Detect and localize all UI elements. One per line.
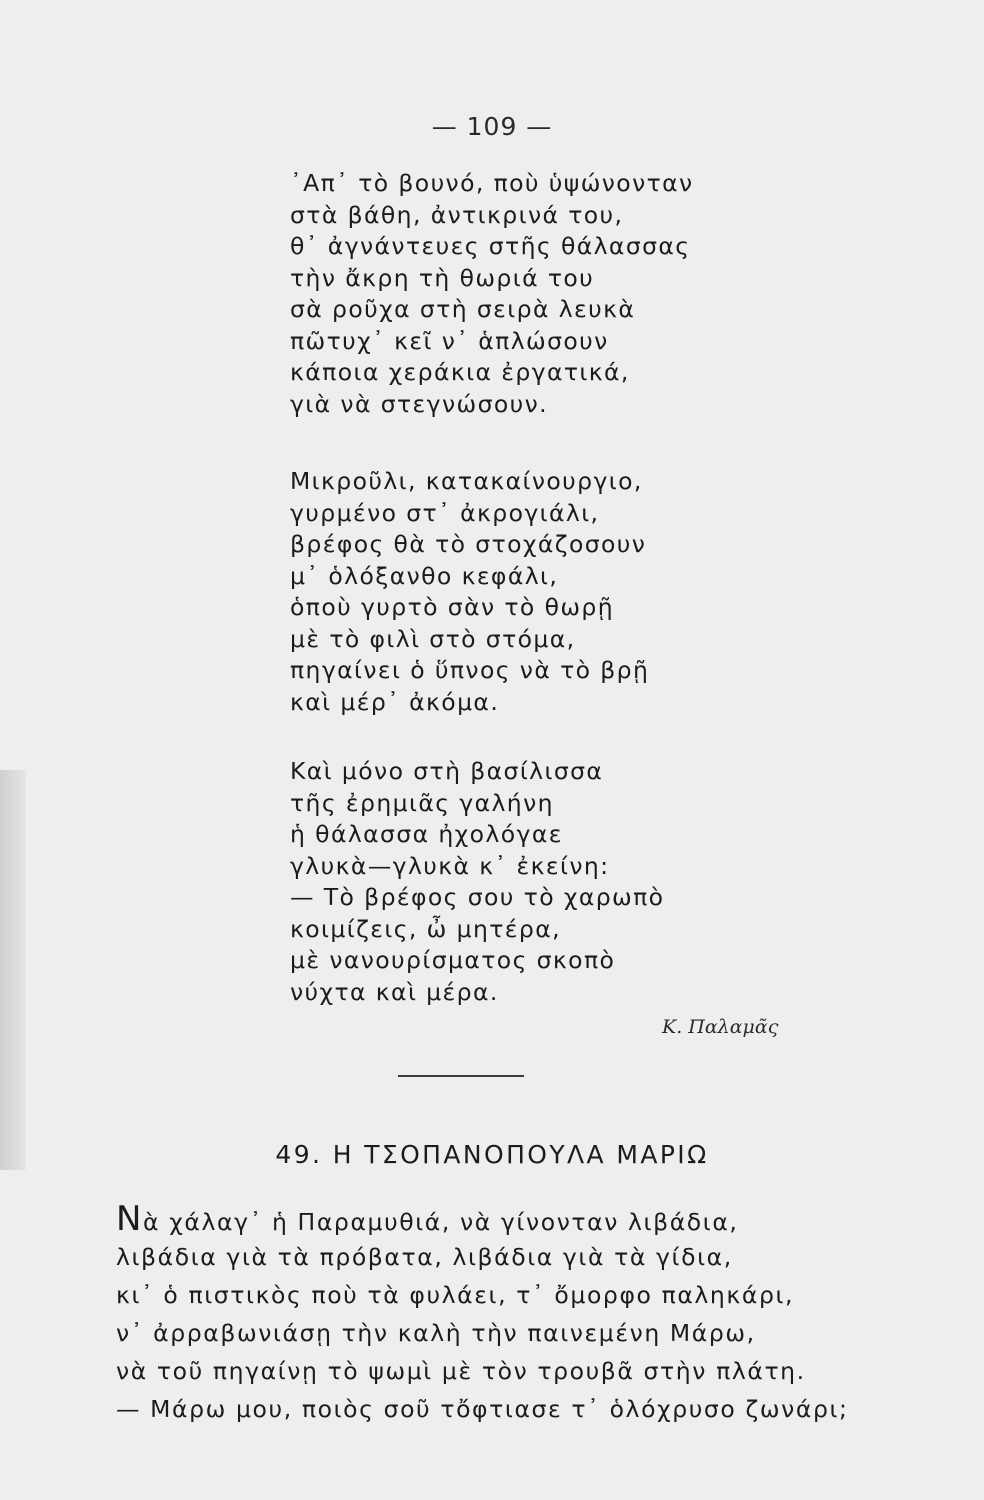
verse-line: νύχτα καὶ μέρα.: [290, 977, 499, 1006]
verse-line: ᾿Απ᾿ τὸ βουνό, ποὺ ὑψώνονταν: [290, 169, 694, 197]
verse-line: στὰ βάθη, ἀντικρινά του,: [290, 200, 624, 229]
verse-line: ὁποὺ γυρτὸ σὰν τὸ θωρῇ: [290, 593, 615, 621]
section-divider: [398, 1075, 524, 1077]
drop-cap: Ν: [116, 1199, 144, 1239]
stanza-2: [290, 466, 649, 718]
verse-line: μὲ νανουρίσματος σκοπὸ: [290, 946, 616, 974]
verse-line: πηγαίνει ὁ ὕπνος νὰ τὸ βρῇ: [290, 656, 650, 684]
verse-line: — Τὸ βρέφος σου τὸ χαρωπὸ: [290, 883, 665, 911]
verse-line: νὰ τοῦ πηγαίνῃ τὸ ψωμὶ μὲ τὸν τρουβᾶ στὴν πλάτη.: [116, 1357, 806, 1385]
poem-49-verses: [116, 1200, 849, 1428]
poem-title: 49. Η ΤΣΟΠΑΝΟΠΟΥΛΑ ΜΑΡΙΩ: [275, 1140, 709, 1169]
verse-line: μ᾿ ὁλόξανθο κεφάλι,: [290, 561, 559, 590]
verse-line: τὴν ἄκρη τὴ θωριά του: [290, 263, 595, 292]
verse-line: γλυκὰ—γλυκὰ κ᾿ ἐκείνη:: [290, 851, 610, 880]
verse-line: ἡ θάλασσα ἠχολόγαε: [290, 820, 563, 848]
verse-line: Μικροῦλι, κατακαίνουργιο,: [290, 467, 643, 495]
page-edge-shadow: [0, 770, 26, 1170]
page-number: — 109 —: [431, 112, 553, 141]
verse-line: γιὰ νὰ στεγνώσουν.: [290, 389, 549, 418]
verse-line: — Μάρω μου, ποιὸς σοῦ τὄφτιασε τ᾿ ὁλόχρυσο ζωνάρι;: [116, 1395, 849, 1423]
verse-text: ὰ χάλαγ᾿ ἡ Παραμυθιά, νὰ γίνονταν λιβάδια,: [143, 1208, 739, 1236]
author-signature: Κ. Παλαμᾶς: [662, 1016, 779, 1038]
verse-line: πῶτυχ᾿ κεῖ ν᾿ ἁπλώσουν: [290, 326, 609, 355]
verse-line: ν᾿ ἀρραβωνιάσῃ τὴν καλὴ τὴν παινεμένη Μάρω,: [116, 1319, 756, 1347]
verse-line: καὶ μέρ᾿ ἀκόμα.: [290, 687, 500, 716]
verse-line: Καὶ μόνο στὴ βασίλισσα: [290, 757, 604, 785]
verse-line: κοιμίζεις, ὦ μητέρα,: [290, 914, 561, 943]
verse-line: σὰ ροῦχα στὴ σειρὰ λευκὰ: [290, 295, 636, 323]
verse-line: κι᾿ ὁ πιστικὸς ποὺ τὰ φυλάει, τ᾿ ὄμορφο παληκάρι,: [116, 1281, 795, 1309]
verse-line: [116, 1200, 849, 1238]
verse-line: τῆς ἐρημιᾶς γαλήνη: [290, 788, 554, 817]
verse-line: βρέφος θὰ τὸ στοχάζοσουν: [290, 530, 647, 558]
verse-line: θ᾿ ἀγνάντευες στῆς θάλασσας: [290, 232, 691, 260]
verse-line: λιβάδια γιὰ τὰ πρόβατα, λιβάδια γιὰ τὰ γίδια,: [116, 1243, 733, 1271]
verse-line: γυρμένο στ᾿ ἀκρογιάλι,: [290, 498, 600, 527]
verse-line: κάποια χεράκια ἐργατικά,: [290, 358, 630, 386]
stanza-1: [290, 168, 694, 420]
stanza-3: [290, 756, 664, 1008]
verse-line: μὲ τὸ φιλὶ στὸ στόμα,: [290, 624, 576, 653]
